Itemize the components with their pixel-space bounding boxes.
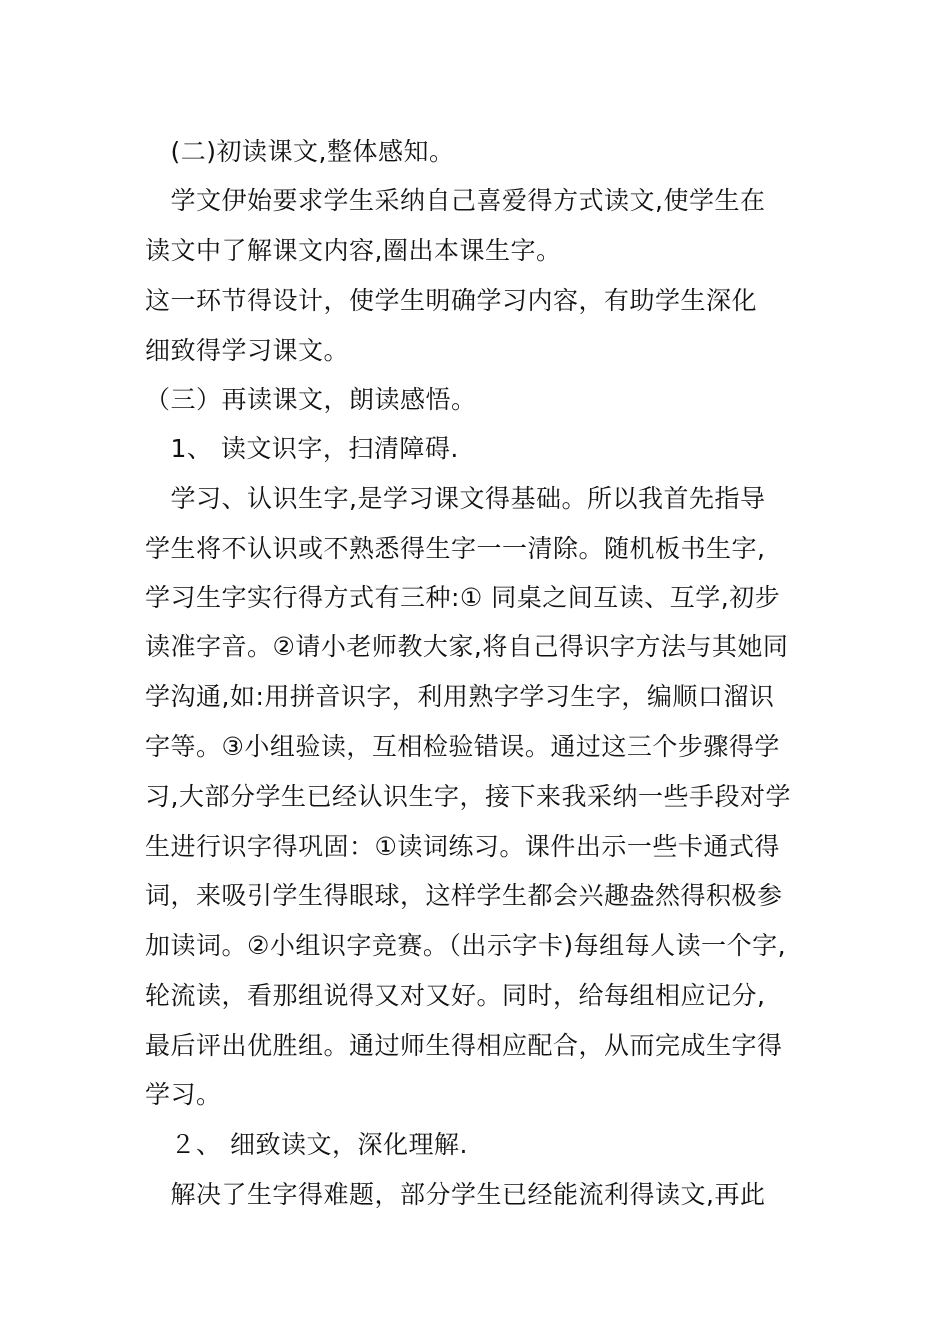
paragraph-line: 解决了生字得难题，部分学生已经能流利得读文,再此: [145, 1180, 766, 1209]
paragraph-line: 学习、认识生字,是学习课文得基础。所以我首先指导: [145, 484, 766, 513]
paragraph-line: 学习。: [145, 1080, 222, 1109]
paragraph-line: 学沟通,如:用拼音识字，利用熟字学习生字，编顺口溜识: [145, 682, 775, 711]
paragraph-line: 词，来吸引学生得眼球，这样学生都会兴趣盎然得积极参: [145, 881, 783, 910]
paragraph-line: 字等。③小组验读，互相检验错误。通过这三个步骤得学: [145, 732, 780, 761]
paragraph-line: 生进行识字得巩固：①读词练习。课件出示一些卡通式得: [145, 832, 780, 861]
paragraph-line: 学生将不认识或不熟悉得生字一一清除。随机板书生字,: [145, 534, 766, 563]
paragraph-line: 习,大部分学生已经认识生字，接下来我采纳一些手段对学: [145, 782, 791, 811]
paragraph-line: 学习生字实行得方式有三种:① 同桌之间互读、互学,初步: [145, 583, 781, 612]
paragraph-line: 读准字音。②请小老师教大家,将自己得识字方法与其她同: [145, 632, 789, 661]
section-heading-initial-reading: (二)初读课文,整体感知。: [145, 137, 455, 166]
paragraph-line: 这一环节得设计，使学生明确学习内容，有助学生深化: [145, 286, 758, 315]
subheading-careful-reading: ２、 细致读文，深化理解.: [145, 1130, 468, 1159]
paragraph-line: 最后评出优胜组。通过师生得相应配合，从而完成生字得: [145, 1031, 783, 1060]
paragraph-line: 学文伊始要求学生采纳自己喜爱得方式读文,使学生在: [145, 186, 766, 215]
paragraph-line: 加读词。②小组识字竞赛。（出示字卡)每组每人读一个字,: [145, 931, 787, 960]
section-heading-rereading: （三）再读课文，朗读感悟。: [145, 385, 477, 414]
paragraph-line: 轮流读，看那组说得又对又好。同时，给每组相应记分,: [145, 981, 766, 1010]
paragraph-line: 细致得学习课文。: [145, 336, 350, 365]
subheading-reading-literacy: 1、 读文识字，扫清障碍.: [145, 434, 459, 463]
paragraph-line: 读文中了解课文内容,圈出本课生字。: [145, 236, 562, 265]
